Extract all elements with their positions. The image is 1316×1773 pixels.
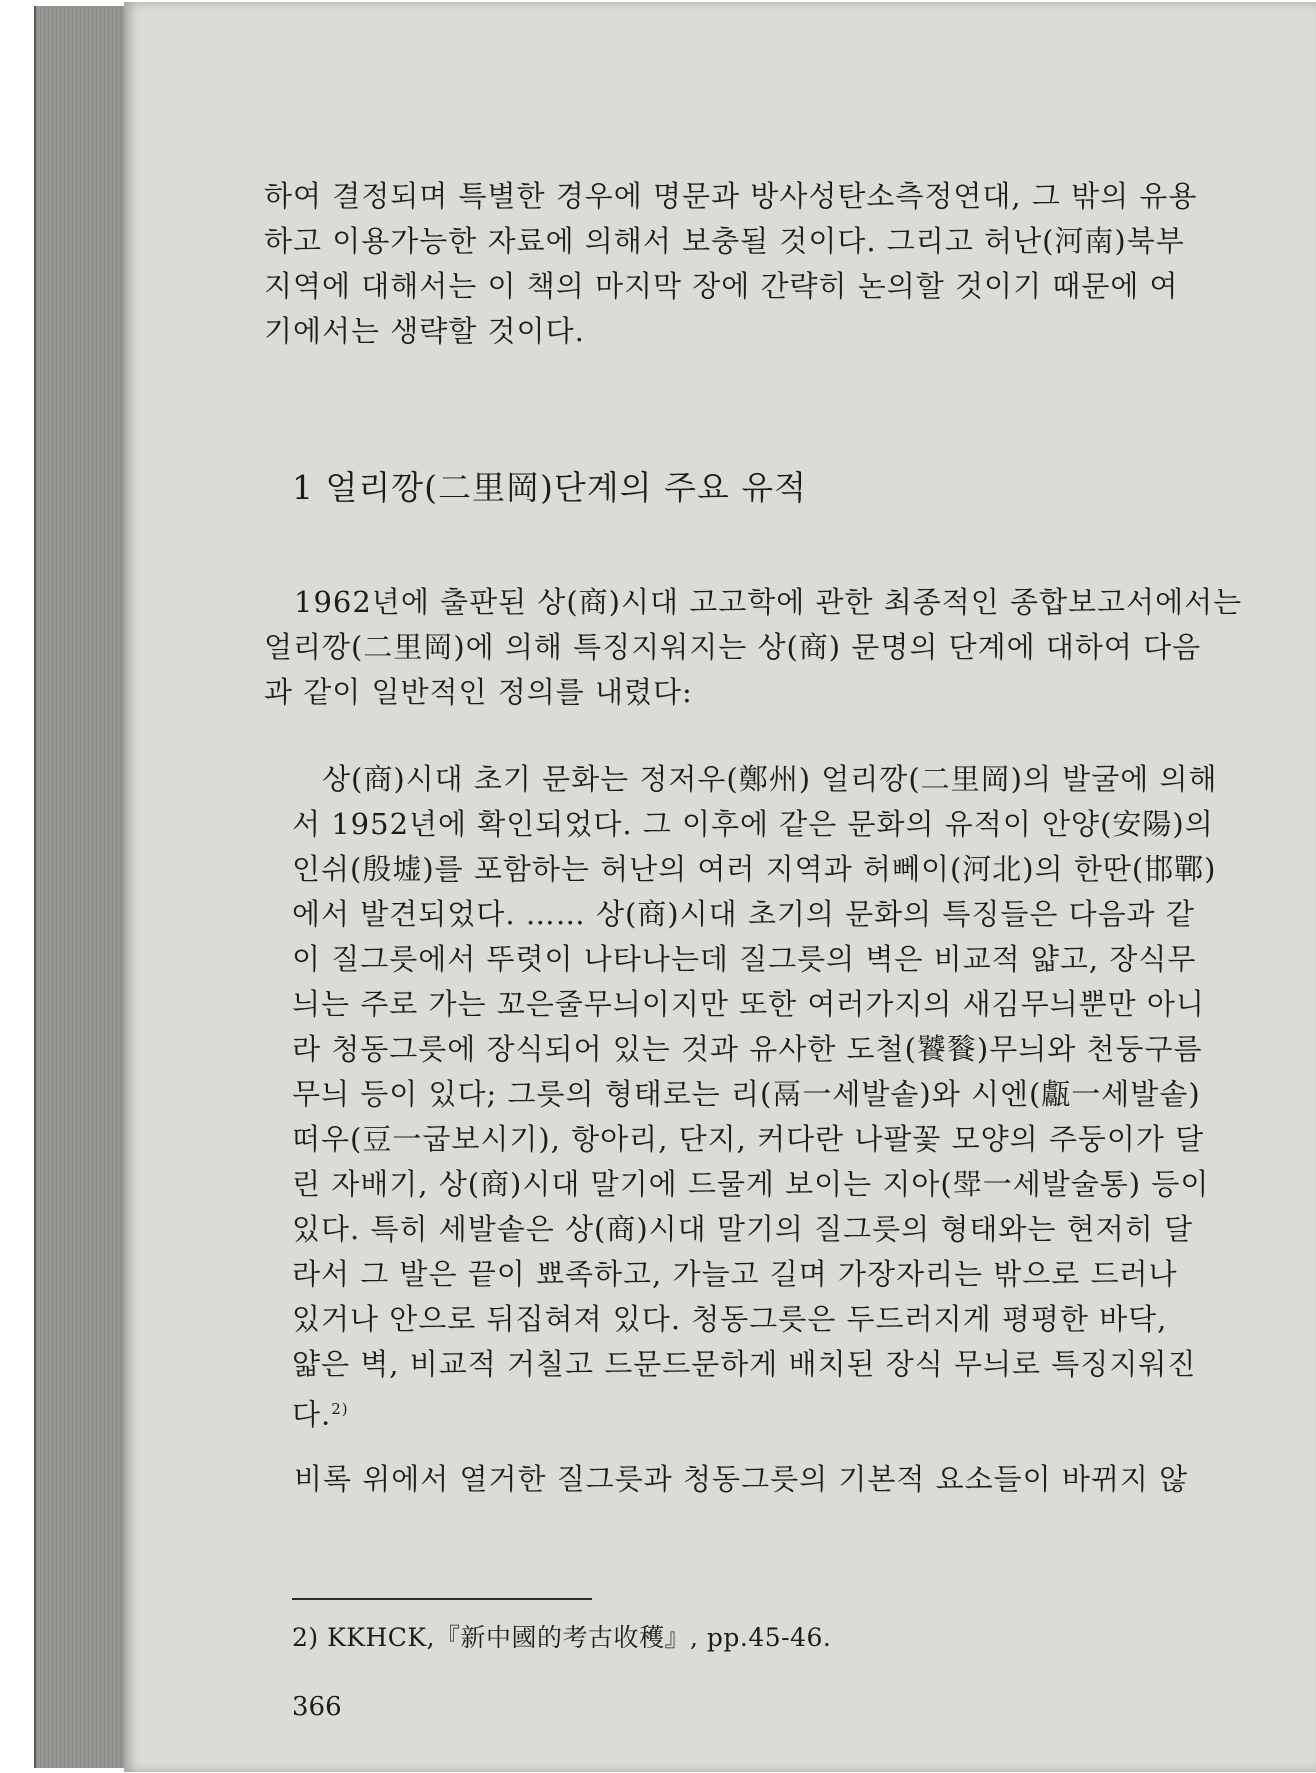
quote-line: 있거나 안으로 뒤집혀져 있다. 청동그릇은 두드러지게 평평한 바닥, [292, 1302, 1168, 1336]
paragraph-1 [264, 580, 1243, 715]
quote-line: 있다. 특히 세발솥은 상(商)시대 말기의 질그릇의 형태와는 현저히 달 [292, 1212, 1193, 1246]
quote-line: 떠우(豆一굽보시기), 항아리, 단지, 커다란 나팔꽃 모양의 주둥이가 달 [292, 1122, 1205, 1156]
quote-line: 무늬 등이 있다; 그릇의 형태로는 리(鬲一세발솥)와 시엔(甗一세발솥) [292, 1077, 1201, 1111]
quote-line: 린 자배기, 상(商)시대 말기에 드물게 보이는 지아(斝一세발술통) 등이 [292, 1167, 1210, 1201]
quote-line: 얇은 벽, 비교적 거칠고 드문드문하게 배치된 장식 무늬로 특징지워진 [292, 1347, 1197, 1381]
footnote: 2) KKHCK,『新中國的考古收穫』, pp.45-46. [292, 1623, 832, 1652]
intro-line: 지역에 대해서는 이 책의 마지막 장에 간략히 논의할 것이기 때문에 여 [264, 269, 1179, 303]
quote-line: 서 1952년에 확인되었다. 그 이후에 같은 문화의 유적이 안양(安陽)의 [292, 807, 1214, 841]
intro-line: 하고 이용가능한 자료에 의해서 보충될 것이다. 그리고 허난(河南)북부 [264, 224, 1185, 258]
quote-line: 라서 그 발은 끝이 뾰족하고, 가늘고 길며 가장자리는 밖으로 드러나 [292, 1257, 1178, 1291]
footnote-reference: 2) [331, 1400, 349, 1418]
paragraph-1-line: 1962년에 출판된 상(商)시대 고고학에 관한 최종적인 종합보고서에서는 [294, 585, 1243, 619]
footnote-divider [292, 1598, 592, 1600]
paragraph-2-line: 비록 위에서 열거한 질그릇과 청동그릇의 기본적 요소들이 바뀌지 않 [294, 1462, 1189, 1496]
quote-last-text: 다. [292, 1397, 332, 1432]
book-page-edges [34, 6, 128, 1768]
quote-line: 늬는 주로 가는 꼬은줄무늬이지만 또한 여러가지의 새김무늬뿐만 아니 [292, 987, 1205, 1021]
paragraph-2 [264, 1457, 1189, 1502]
quote-line: 이 질그릇에서 뚜렷이 나타나는데 질그릇의 벽은 비교적 얇고, 장식무 [292, 942, 1197, 976]
quote-line: 상(商)시대 초기 문화는 정저우(鄭州) 얼리깡(二里岡)의 발굴에 의해 [322, 762, 1218, 796]
book-page [124, 2, 1316, 1772]
intro-paragraph [264, 174, 1198, 354]
block-quote [292, 757, 1218, 1438]
section-heading: 1 얼리깡(二里岡)단계의 주요 유적 [292, 468, 807, 507]
paragraph-1-line: 얼리깡(二里岡)에 의해 특징지워지는 상(商) 문명의 단계에 대하여 다음 [264, 630, 1202, 664]
intro-line: 기에서는 생략할 것이다. [264, 314, 585, 348]
quote-line: 인쉬(殷墟)를 포함하는 허난의 여러 지역과 허뻬이(河北)의 한딴(邯鄲) [292, 852, 1217, 886]
quote-line: 라 청동그릇에 장식되어 있는 것과 유사한 도철(饕餮)무늬와 천둥구름 [292, 1032, 1203, 1066]
quote-last-line [292, 1387, 1124, 1438]
page-number: 366 [292, 1692, 342, 1722]
quote-line: 에서 발견되었다. …… 상(商)시대 초기의 문화의 특징들은 다음과 같 [292, 897, 1195, 931]
paragraph-1-line: 과 같이 일반적인 정의를 내렸다: [264, 675, 693, 709]
intro-line: 하여 결정되며 특별한 경우에 명문과 방사성탄소측정연대, 그 밖의 유용 [264, 179, 1198, 213]
